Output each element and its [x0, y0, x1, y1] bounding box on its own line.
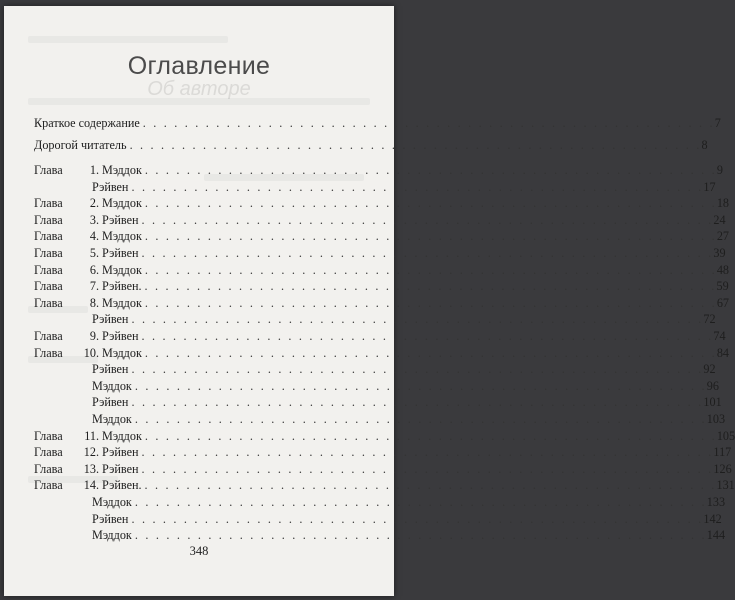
entry-label — [34, 246, 139, 260]
chapter-number: 12. — [83, 445, 99, 459]
entry-label — [34, 263, 142, 277]
entry-label: Краткое содержание — [34, 116, 140, 130]
entry-page: 142 — [703, 512, 722, 526]
toc-entry — [34, 478, 735, 492]
section-name: Мэддок — [92, 379, 132, 393]
chapter-name: Рэйвен. — [99, 478, 142, 492]
entry-page: 59 — [716, 279, 729, 293]
entry-label — [34, 213, 139, 227]
entry-label — [34, 528, 132, 542]
section-name: Мэддок — [92, 495, 132, 509]
toc-entry — [34, 116, 721, 130]
entry-label — [34, 279, 142, 293]
entry-page: 96 — [706, 379, 719, 393]
chapter-number: 3. — [89, 213, 99, 227]
dot-leader: . . . . . . . . . . . . . . . . . . . . . . . . . . . . . . . . . . . . . . . . . . . . . . . . . . . . . . . — [144, 229, 717, 243]
entry-page: 133 — [706, 495, 726, 509]
toc-entry — [34, 412, 726, 426]
dot-leader: . . . . . . . . . . . . . . . . . . . . . . . . . . . . . . . . . . . . . . . . . . . . . . . . . . . . . . . — [131, 312, 704, 326]
entry-page: 103 — [706, 412, 726, 426]
chapter-prefix: Глава — [34, 429, 63, 443]
toc-entry — [34, 196, 730, 210]
chapter-number: 13. — [83, 462, 99, 476]
dot-leader: . . . . . . . . . . . . . . . . . . . . . . . . . . . . . . . . . . . . . . . . . . . . . . . . . . . . . . . — [134, 379, 707, 393]
chapter-prefix: Глава — [34, 296, 63, 310]
dot-leader: . . . . . . . . . . . . . . . . . . . . . . . . . . . . . . . . . . . . . . . . . . . . . . . . . . . . . . . — [141, 246, 714, 260]
section-name: Рэйвен — [92, 312, 129, 326]
entry-page: 84 — [716, 346, 730, 360]
section-name: Рэйвен — [92, 180, 129, 194]
dot-leader: . . . . . . . . . . . . . . . . . . . . . . . . . . . . . . . . . . . . . . . . . . . . . . . . . . . . . . . — [141, 445, 714, 459]
entry-label: Дорогой читатель — [34, 138, 127, 152]
entry-page: 24 — [713, 213, 726, 227]
chapter-number: 9. — [89, 329, 99, 343]
toc-entry — [34, 346, 730, 360]
entry-page: 74 — [713, 329, 726, 343]
bleed-through-heading: Об авторе — [147, 78, 251, 100]
chapter-name: Мэддок — [99, 163, 142, 177]
chapter-number: 10. — [83, 346, 99, 360]
chapter-number: 8. — [89, 296, 99, 310]
chapter-name: Рэйвен — [99, 329, 139, 343]
toc-entry — [34, 246, 726, 260]
chapter-prefix: Глава — [34, 213, 63, 227]
entry-label — [34, 163, 142, 177]
entry-page: 117 — [713, 445, 732, 459]
chapter-prefix: Глава — [34, 229, 63, 243]
entry-page: 131 — [716, 478, 735, 492]
chapter-prefix: Глава — [34, 346, 63, 360]
entry-label — [34, 180, 128, 194]
toc-entry — [34, 180, 716, 194]
chapter-name: Рэйвен — [99, 462, 139, 476]
dot-leader: . . . . . . . . . . . . . . . . . . . . . . . . . . . . . . . . . . . . . . . . . . . . . . . . . . . . . . . — [144, 196, 717, 210]
entry-label — [34, 512, 128, 526]
chapter-number: 6. — [89, 263, 99, 277]
dot-leader: . . . . . . . . . . . . . . . . . . . . . . . . . . . . . . . . . . . . . . . . . . . . . . . . . . . . . . . — [144, 163, 717, 177]
entry-page: 39 — [713, 246, 726, 260]
entry-label — [34, 429, 142, 443]
dot-leader: . . . . . . . . . . . . . . . . . . . . . . . . . . . . . . . . . . . . . . . . . . . . . . . . . . . . . . . — [131, 362, 704, 376]
chapter-name: Мэддок — [99, 429, 142, 443]
dot-leader: . . . . . . . . . . . . . . . . . . . . . . . . . . . . . . . . . . . . . . . . . . . . . . . . . . . . . . . — [141, 213, 714, 227]
toc-entry — [34, 512, 722, 526]
entry-label — [34, 362, 128, 376]
dot-leader: . . . . . . . . . . . . . . . . . . . . . . . . . . . . . . . . . . . . . . . . . . . . . . . . . . . . . . . — [141, 462, 714, 476]
entry-page: 144 — [706, 528, 726, 542]
chapter-name: Рэйвен. — [99, 279, 142, 293]
section-name: Рэйвен — [92, 395, 129, 409]
chapter-name: Рэйвен — [99, 246, 139, 260]
chapter-number: 1. — [89, 163, 99, 177]
toc-entry — [34, 279, 729, 293]
section-name: Рэйвен — [92, 362, 129, 376]
entry-page: 9 — [716, 163, 723, 177]
chapter-prefix: Глава — [34, 246, 63, 260]
entry-label — [34, 445, 139, 459]
entry-label — [34, 379, 132, 393]
toc-entry — [34, 462, 732, 476]
dot-leader: . . . . . . . . . . . . . . . . . . . . . . . . . . . . . . . . . . . . . . . . . . . . . . . . . . . . . . . — [144, 263, 717, 277]
entry-page: 101 — [703, 395, 722, 409]
toc-entry — [34, 138, 708, 152]
entry-label — [34, 296, 142, 310]
chapter-prefix: Глава — [34, 163, 63, 177]
bleed-through — [28, 36, 228, 43]
dot-leader: . . . . . . . . . . . . . . . . . . . . . . . . . . . . . . . . . . . . . . . . . . . . . . . . . . . . . . . — [131, 180, 704, 194]
chapter-name: Мэддок — [99, 263, 142, 277]
chapter-name: Рэйвен — [99, 213, 139, 227]
toc-entry — [34, 296, 730, 310]
dot-leader: . . . . . . . . . . . . . . . . . . . . . . . . . . . . . . . . . . . . . . . . . . . . . . . . . . . . . . . — [134, 495, 707, 509]
entry-label — [34, 412, 132, 426]
toc-entry — [34, 395, 722, 409]
entry-label — [34, 329, 139, 343]
chapter-number: 5. — [89, 246, 99, 260]
chapter-prefix: Глава — [34, 445, 63, 459]
toc-entry — [34, 312, 716, 326]
entry-page: 126 — [713, 462, 732, 476]
dot-leader: . . . . . . . . . . . . . . . . . . . . . . . . . . . . . . . . . . . . . . . . . . . . . . . . . . . . . . . — [131, 512, 704, 526]
entry-page: 72 — [703, 312, 716, 326]
dot-leader: . . . . . . . . . . . . . . . . . . . . . . . . . . . . . . . . . . . . . . . . . . . . . . . . . . . . . . . — [141, 329, 714, 343]
toc-entry — [34, 379, 719, 393]
entry-label — [34, 495, 132, 509]
dot-leader: . . . . . . . . . . . . . . . . . . . . . . . . . . . . . . . . . . . . . . . . . . . . . . . . . . . . . . . — [144, 296, 717, 310]
chapter-number: 2. — [89, 196, 99, 210]
entry-label — [34, 229, 142, 243]
toc-entry — [34, 445, 732, 459]
toc-entry — [34, 163, 723, 177]
entry-page: 8 — [701, 138, 708, 152]
dot-leader: . . . . . . . . . . . . . . . . . . . . . . . . . . . . . . . . . . . . . . . . . . . . . . . . . . . . . . . — [142, 116, 715, 130]
chapter-prefix: Глава — [34, 263, 63, 277]
chapter-prefix: Глава — [34, 478, 63, 492]
toc-entry — [34, 229, 730, 243]
entry-page: 27 — [716, 229, 730, 243]
dot-leader: . . . . . . . . . . . . . . . . . . . . . . . . . . . . . . . . . . . . . . . . . . . . . . . . . . . . . . . — [129, 138, 702, 152]
chapter-prefix: Глава — [34, 279, 63, 293]
chapter-name: Мэддок — [99, 229, 142, 243]
section-name: Рэйвен — [92, 512, 129, 526]
dot-leader: . . . . . . . . . . . . . . . . . . . . . . . . . . . . . . . . . . . . . . . . . . . . . . . . . . . . . . . — [134, 412, 707, 426]
entry-page: 48 — [716, 263, 730, 277]
chapter-name: Мэддок — [99, 196, 142, 210]
chapter-number: 4. — [89, 229, 99, 243]
entry-label — [34, 462, 139, 476]
dot-leader: . . . . . . . . . . . . . . . . . . . . . . . . . . . . . . . . . . . . . . . . . . . . . . . . . . . . . . . — [144, 346, 717, 360]
dot-leader: . . . . . . . . . . . . . . . . . . . . . . . . . . . . . . . . . . . . . . . . . . . . . . . . . . . . . . . — [144, 279, 717, 293]
entry-page: 17 — [703, 180, 716, 194]
chapter-name: Мэддок — [99, 346, 142, 360]
toc-title: Оглавление — [127, 52, 271, 80]
entry-label — [34, 395, 128, 409]
chapter-number: 14. — [83, 478, 99, 492]
entry-page: 105 — [716, 429, 735, 443]
entry-page: 7 — [714, 116, 721, 130]
toc-entry — [34, 263, 730, 277]
entry-label — [34, 312, 128, 326]
chapter-number: 7. — [89, 279, 99, 293]
section-name: Мэддок — [92, 528, 132, 542]
toc-entry — [34, 329, 726, 343]
chapter-prefix: Глава — [34, 329, 63, 343]
entry-label — [34, 478, 142, 492]
chapter-prefix: Глава — [34, 196, 63, 210]
entry-label — [34, 346, 142, 360]
chapter-name: Рэйвен — [99, 445, 139, 459]
toc-entry — [34, 429, 735, 443]
entry-label — [34, 196, 142, 210]
dot-leader: . . . . . . . . . . . . . . . . . . . . . . . . . . . . . . . . . . . . . . . . . . . . . . . . . . . . . . . — [134, 528, 707, 542]
entry-page: 67 — [716, 296, 730, 310]
toc-entry — [34, 213, 726, 227]
entry-page: 92 — [703, 362, 716, 376]
toc-entry — [34, 362, 716, 376]
entry-page: 18 — [716, 196, 730, 210]
dot-leader: . . . . . . . . . . . . . . . . . . . . . . . . . . . . . . . . . . . . . . . . . . . . . . . . . . . . . . . — [131, 395, 704, 409]
section-name: Мэддок — [92, 412, 132, 426]
dot-leader: . . . . . . . . . . . . . . . . . . . . . . . . . . . . . . . . . . . . . . . . . . . . . . . . . . . . . . . — [144, 478, 717, 492]
chapter-number: 11. — [84, 429, 99, 443]
dot-leader: . . . . . . . . . . . . . . . . . . . . . . . . . . . . . . . . . . . . . . . . . . . . . . . . . . . . . . . — [144, 429, 717, 443]
chapter-prefix: Глава — [34, 462, 63, 476]
toc-entry — [34, 528, 726, 542]
book-page — [4, 6, 735, 596]
page-number: 348 — [189, 544, 209, 558]
chapter-name: Мэддок — [99, 296, 142, 310]
toc-entry — [34, 495, 726, 509]
